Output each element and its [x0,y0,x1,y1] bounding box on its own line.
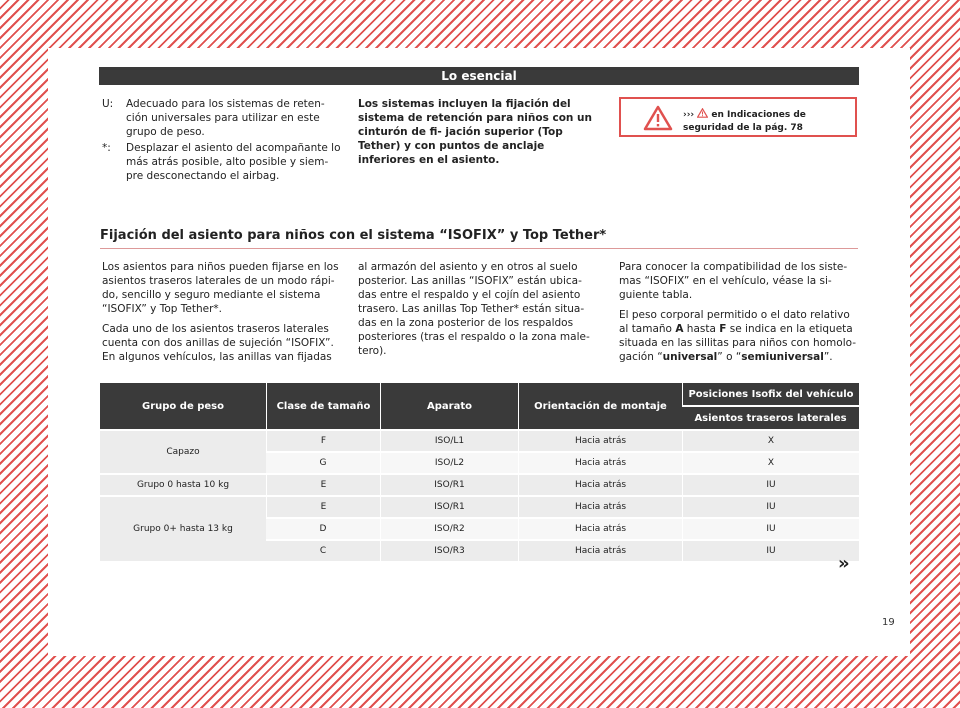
term-universal: universal [662,351,718,363]
cell-orientation: Hacia atrás [518,497,682,517]
cell-device: ISO/R2 [380,519,518,539]
cell-group: Capazo [100,431,266,473]
cell-class: E [266,475,380,495]
table-row [100,431,859,451]
cell-position: X [682,431,859,451]
cell-position: IU [682,475,859,495]
cell-class: D [266,519,380,539]
cell-class: C [266,541,380,561]
header-device: Aparato [380,383,518,429]
warning-small-icon [697,108,708,122]
subheader-rear-side-seats: Asientos traseros laterales [682,407,859,429]
cell-class: F [266,431,380,451]
continue-arrow-icon: » [838,553,850,574]
page-number: 19 [882,617,895,628]
safety-warning-box [619,97,857,137]
paragraph: al armazón del asiento y en otros al suelo posterior. Las anillas “ISOFIX” están ubica- das entre el respaldo y el cojín del asiento trasero. Las anillas Top Tether* están situa- das en la zona posterior de los respaldos posteriores (tras el respaldo o la zona male- tero). [358,261,590,357]
intro-bold-text: Los sistemas incluyen la fijación del sistema de retención para niños con un cinturón de fi- jación superior (Top Tether) y con puntos de anclaje inferiores en el asiento. [358,98,593,166]
cell-class: G [266,453,380,473]
paragraph: Los asientos para niños pueden fijarse en los asientos traseros laterales de un modo rápi- do, sencillo y seguro mediante el sistema “ISOFIX” y Top Tether*. [102,261,339,315]
header-weight-group: Grupo de peso [100,383,266,429]
header-title: Lo esencial [441,69,517,83]
text-run: ” o “ [717,351,742,363]
cell-device: ISO/L1 [380,431,518,451]
cell-orientation: Hacia atrás [518,431,682,451]
text-run: se indica en la etiqueta situada en las sillitas para niños con homolo- gación “ [619,323,857,363]
cell-orientation: Hacia atrás [518,519,682,539]
header-orientation: Orientación de montaje [518,383,682,429]
cell-device: ISO/R1 [380,475,518,495]
cell-position: IU [682,519,859,539]
definition-key: U: [102,98,114,110]
table-row [100,475,859,495]
text-run: hasta [683,323,720,335]
cell-position: IU [682,497,859,517]
body-column-1 [102,260,342,370]
definition-text: Desplazar el asiento del acompañante lo más atrás posible, alto posible y siem- pre desconectando el airbag. [126,142,341,182]
warning-reference[interactable] [683,108,855,134]
warning-triangle-icon [643,105,673,135]
cell-group: Grupo 0 hasta 10 kg [100,475,266,495]
header-size-class: Clase de tamaño [266,383,380,429]
cell-group: Grupo 0+ hasta 13 kg [100,497,266,561]
legend-definitions [102,97,348,185]
text-run: El peso corporal permitido o el dato relativo al tamaño [619,309,850,335]
warning-text: en Indicaciones de seguridad de la pág. 78 [683,110,806,133]
definition-row [102,97,348,139]
isofix-table [100,381,859,563]
reference-arrows: ››› [683,110,695,120]
cell-orientation: Hacia atrás [518,453,682,473]
cell-position: X [682,453,859,473]
cell-orientation: Hacia atrás [518,541,682,561]
definition-key: *: [102,142,111,154]
cell-orientation: Hacia atrás [518,475,682,495]
cell-position: IU [682,541,859,561]
size-letter-f: F [719,323,727,335]
header-isofix-positions: Posiciones Isofix del vehículo [682,383,859,405]
manual-page [48,48,910,656]
cell-device: ISO/R3 [380,541,518,561]
definition-text: Adecuado para los sistemas de reten- ción universales para utilizar en este grupo de peso. [126,98,325,138]
paragraph: Para conocer la compatibilidad de los siste- mas “ISOFIX” en el vehículo, véase la si- guiente tabla. [619,261,848,301]
text-run: ”. [823,351,833,363]
cell-class: E [266,497,380,517]
page-header [99,67,859,85]
definition-row [102,141,348,183]
cell-device: ISO/L2 [380,453,518,473]
term-semiuniversal: semiuniversal [741,351,824,363]
body-column-2 [358,260,598,364]
body-column-3 [619,260,859,370]
cell-device: ISO/R1 [380,497,518,517]
size-letter-a: A [675,323,684,335]
paragraph-size-labels [619,308,859,364]
section-title: Fijación del asiento para niños con el sistema “ISOFIX” y Top Tether* [100,228,858,249]
table-row [100,497,859,517]
paragraph: Cada uno de los asientos traseros laterales cuenta con dos anillas de sujeción “ISOFIX”. En algunos vehículos, las anillas van fijadas [102,323,334,363]
